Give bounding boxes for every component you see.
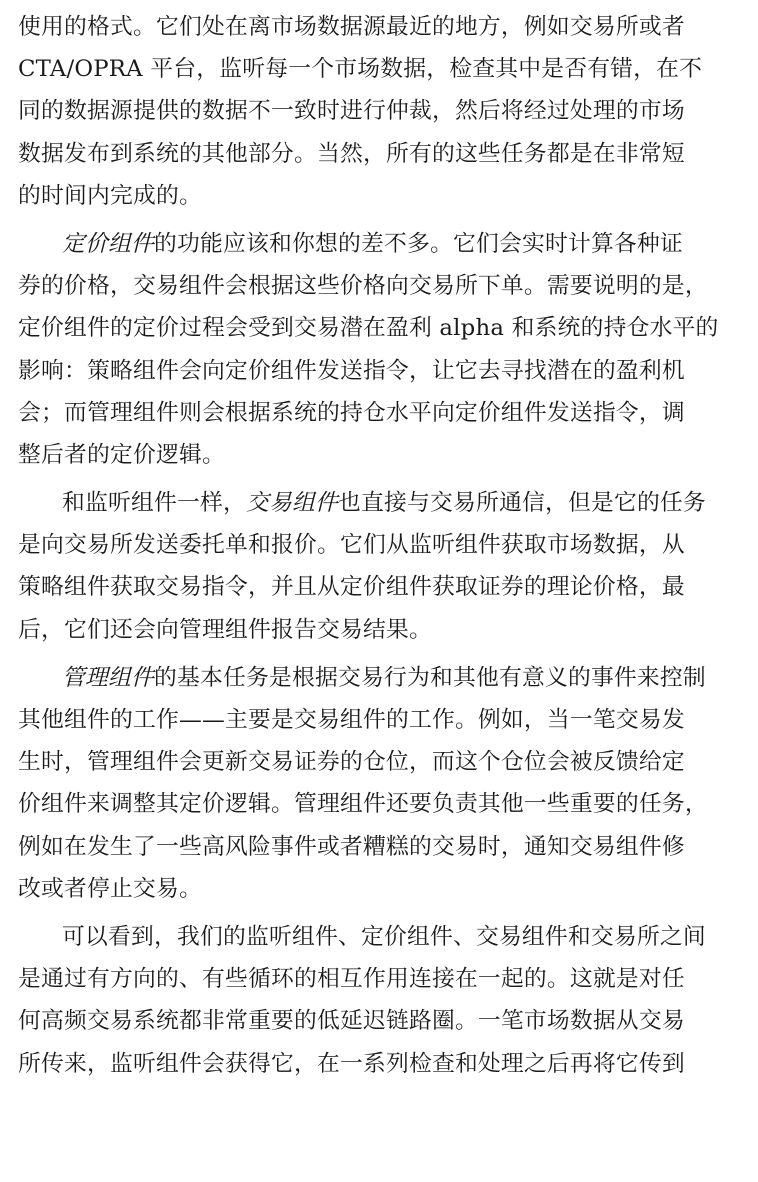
text-line: 的时间内完成的。 <box>18 182 202 209</box>
text-line: 生时，管理组件会更新交易证券的仓位，而这个仓位会被反馈给定 <box>18 749 685 776</box>
text-line <box>18 482 746 524</box>
text-line: 可以看到，我们的监听组件、定价组件、交易组件和交易所之间 <box>62 923 706 950</box>
text-line: 券的价格，交易组件会根据这些价格向交易所下单。需要说明的是， <box>18 273 708 300</box>
text-line <box>18 657 746 699</box>
text-line: 定价组件的定价过程会受到交易潜在盈利 alpha 和系统的持仓水平的 <box>18 315 719 342</box>
text-run: 的基本任务是根据交易行为和其他有意义的事件来控制 <box>154 664 706 691</box>
text-line: 会；而管理组件则会根据系统的持仓水平向定价组件发送指令，调 <box>18 399 685 426</box>
text-line: CTA/OPRA 平台，监听每一个市场数据，检查其中是否有错，在不 <box>18 56 703 83</box>
text-line: 例如在发生了一些高风险事件或者糟糕的交易时，通知交易组件修 <box>18 833 685 860</box>
text-line: 同的数据源提供的数据不一致时进行仲裁，然后将经过处理的市场 <box>18 98 685 125</box>
term-management-component: 管理组件 <box>62 664 154 691</box>
text-line: 价组件来调整其定价逻辑。管理组件还要负责其他一些重要的任务， <box>18 791 708 818</box>
text-line: 使用的格式。它们处在离市场数据源最近的地方，例如交易所或者 <box>18 14 685 40</box>
paragraph-management-component <box>18 657 746 910</box>
text-line: 整后者的定价逻辑。 <box>18 441 225 468</box>
text-line: 是通过有方向的、有些循环的相互作用连接在一起的。这就是对任 <box>18 966 685 993</box>
paragraph-latency-loop <box>18 916 746 1085</box>
text-line: 何高频交易系统都非常重要的低延迟链路圈。一笔市场数据从交易 <box>18 1008 685 1035</box>
text-line: 其他组件的工作——主要是交易组件的工作。例如，当一笔交易发 <box>18 707 685 733</box>
text-line: 后，它们还会向管理组件报告交易结果。 <box>18 616 432 643</box>
text-run: 的功能应该和你想的差不多。它们会实时计算各种证 <box>154 230 683 257</box>
text-line: 是向交易所发送委托单和报价。它们从监听组件获取市场数据，从 <box>18 532 685 559</box>
text-line: 改或者停止交易。 <box>18 875 202 902</box>
text-line <box>18 223 746 265</box>
paragraph-market-data <box>18 6 746 217</box>
document-page <box>18 0 746 1085</box>
text-line: 所传来，监听组件会获得它，在一系列检查和处理之后再将它传到 <box>18 1050 685 1077</box>
term-pricing-component: 定价组件 <box>62 230 154 257</box>
text-line: 影响：策略组件会向定价组件发送指令，让它去寻找潜在的盈利机 <box>18 357 685 384</box>
text-run: 和监听组件一样， <box>62 490 246 517</box>
text-line: 策略组件获取交易指令，并且从定价组件获取证券的理论价格，最 <box>18 574 685 601</box>
text-run: 也直接与交易所通信，但是它的任务 <box>337 490 706 517</box>
term-trading-component: 交易组件 <box>245 490 338 517</box>
paragraph-trading-component <box>18 482 746 651</box>
text-line: 数据发布到系统的其他部分。当然，所有的这些任务都是在非常短 <box>18 140 685 167</box>
paragraph-pricing-component <box>18 223 746 476</box>
